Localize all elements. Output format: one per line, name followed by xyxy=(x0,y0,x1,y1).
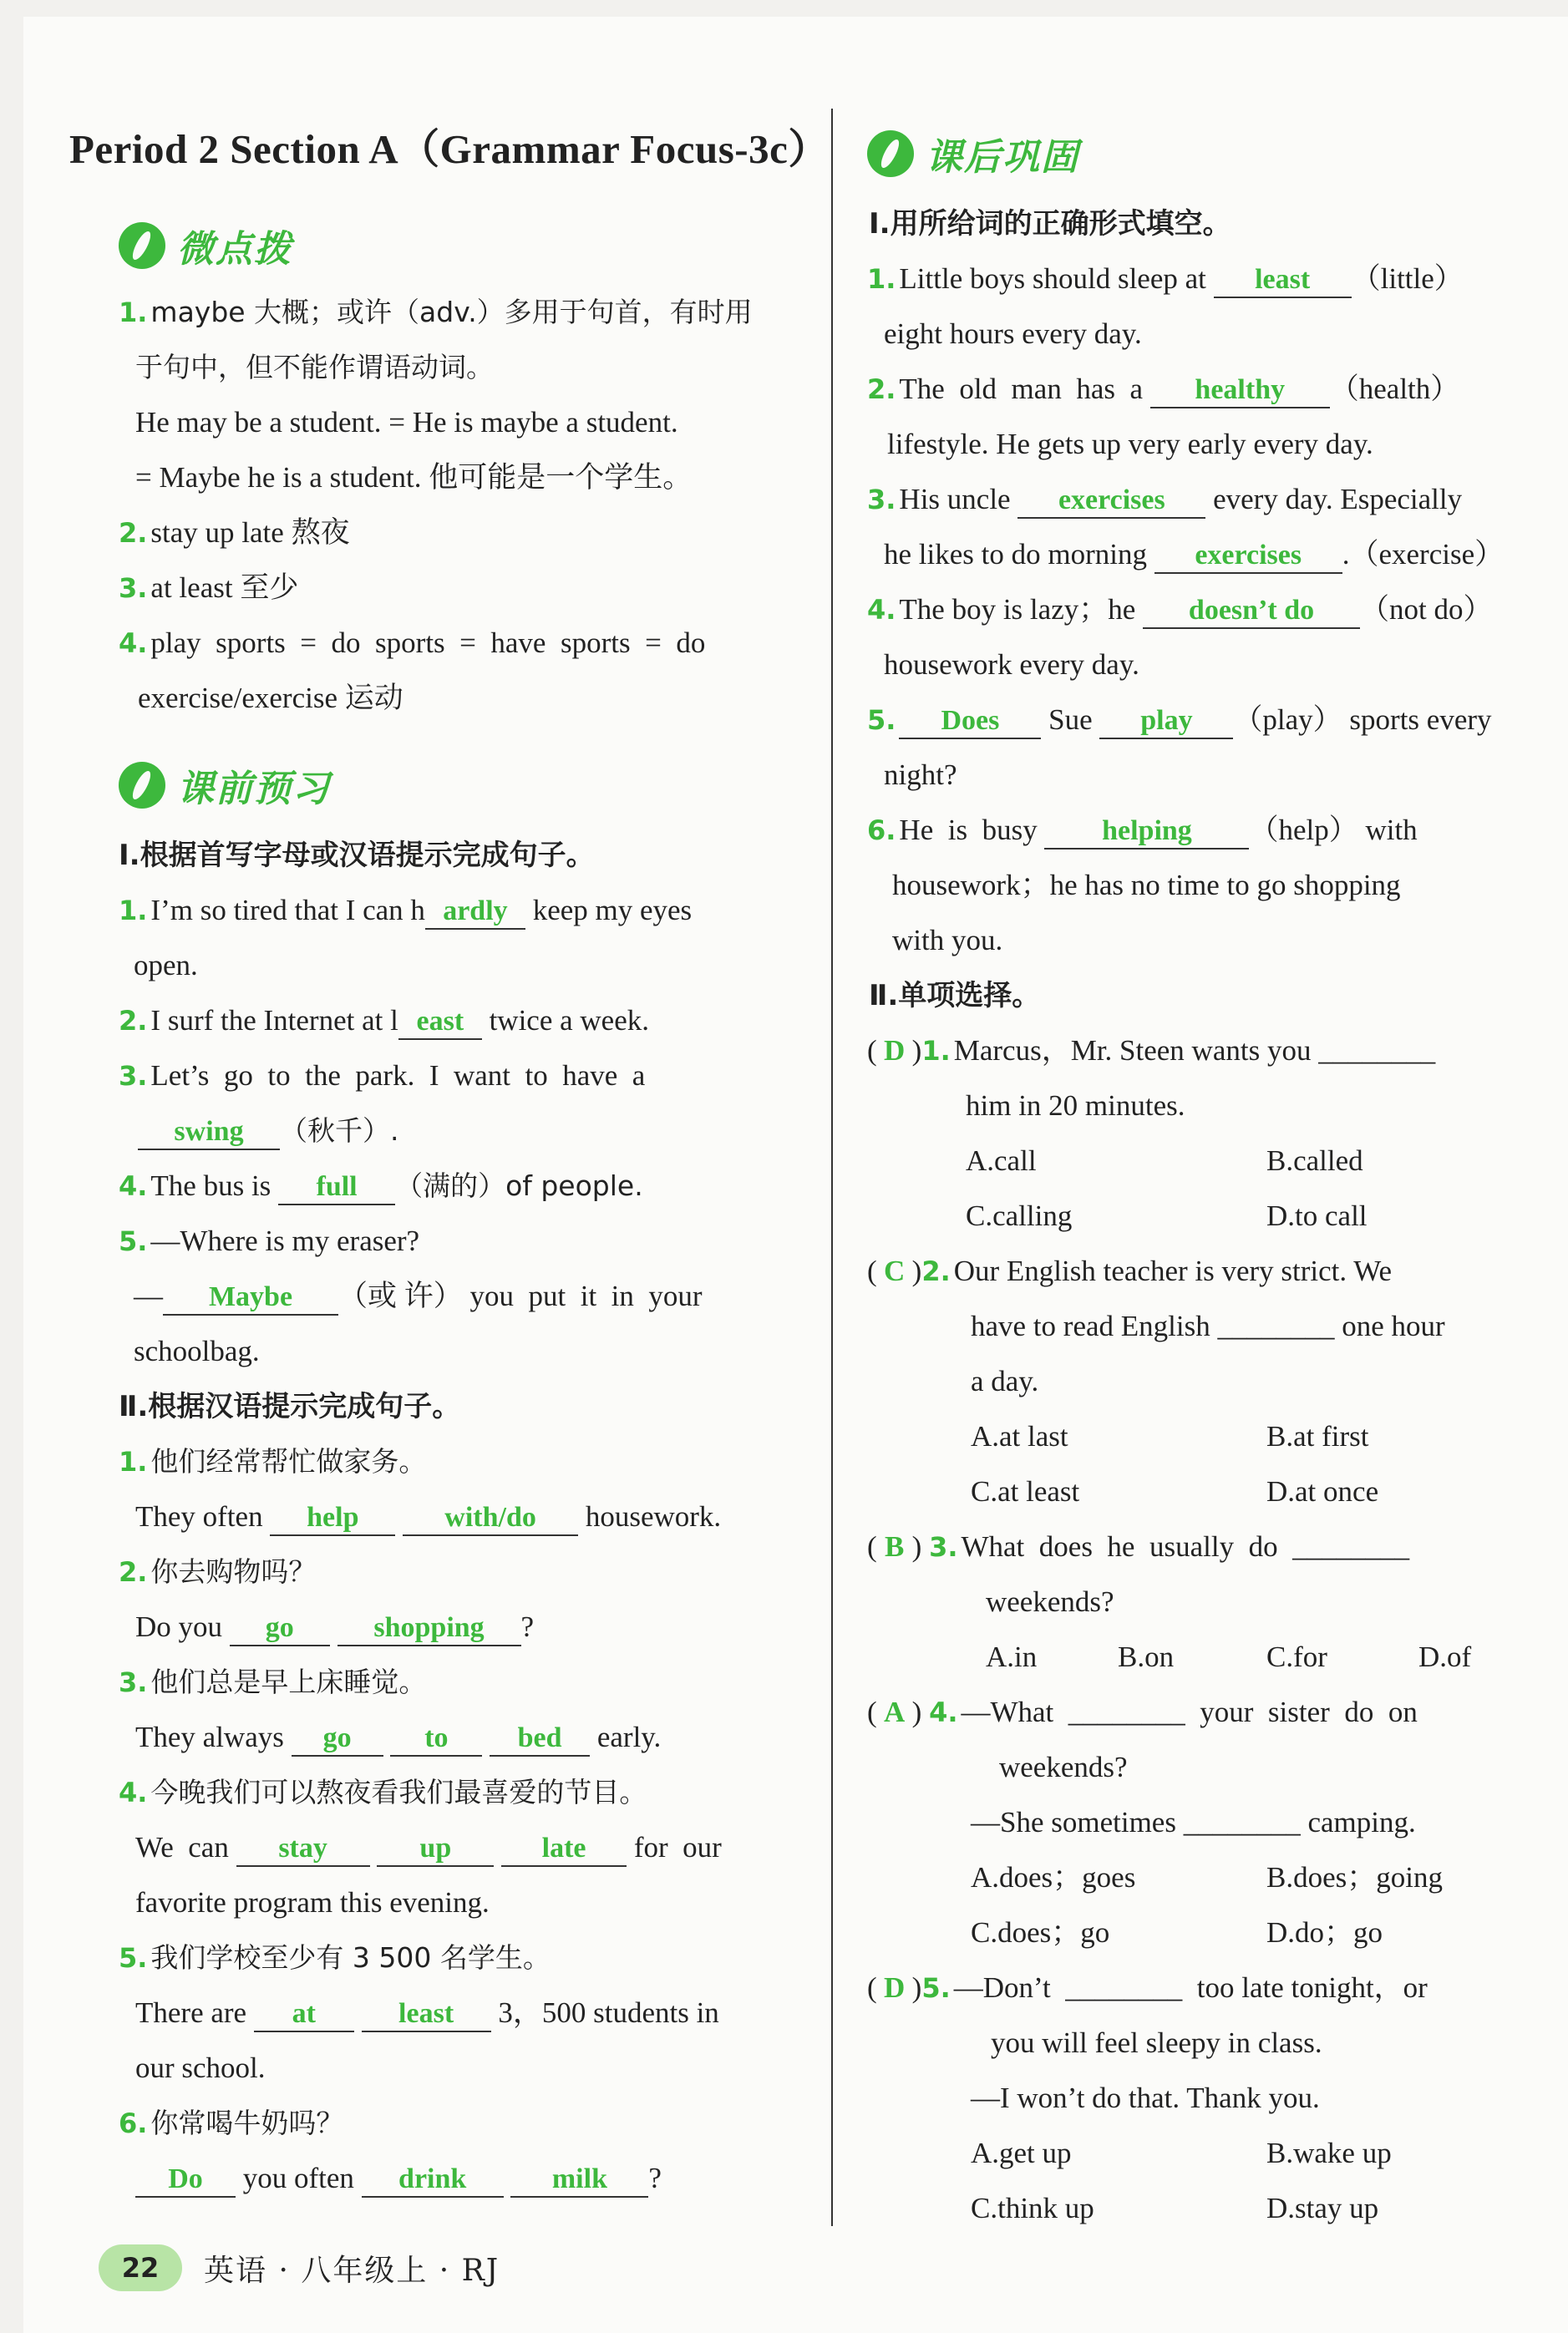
mc-q2: ( C )2. Our English teacher is very strict. We xyxy=(867,1251,1392,1291)
mc-q5-optC: C.think up xyxy=(971,2192,1094,2224)
review-r3-cont: he likes to do morning exercises .（exercise） xyxy=(884,535,1504,575)
mc-q4-optB: B.does；going xyxy=(1266,1861,1443,1894)
review-r2-cont: lifestyle. He gets up very early every day. xyxy=(887,428,1373,460)
page-footer xyxy=(99,2244,500,2291)
mc-q1-optC: C.calling xyxy=(966,1199,1073,1232)
tip-2: 2. stay up late 熬夜 xyxy=(119,516,350,549)
preview-q5: 5. —Where is my eraser? xyxy=(119,1225,420,1257)
preview-q5-cont2: schoolbag. xyxy=(134,1335,260,1367)
answer-blank: to xyxy=(390,1722,482,1757)
mc-q5: ( D )5. —Don’t ________ too late tonight，or xyxy=(867,1968,1428,2008)
mc-q2-optD: D.at once xyxy=(1266,1475,1379,1508)
mc-q1: ( D )1. Marcus，Mr. Steen wants you ________ xyxy=(867,1031,1435,1071)
answer-choice: D xyxy=(884,1971,906,2004)
answer-blank: exercises xyxy=(1017,484,1205,519)
answer-blank: late xyxy=(501,1832,627,1867)
mc-q2-optB: B.at first xyxy=(1266,1420,1369,1453)
answer-blank: go xyxy=(230,1611,330,1646)
tip-4a: 4. play sports = do sports = have sports = do xyxy=(119,626,706,659)
answer-blank: swing xyxy=(138,1115,280,1150)
preview-p1: 1. 他们经常帮忙做家务。 xyxy=(119,1445,427,1478)
answer-choice: B xyxy=(884,1530,905,1563)
section-header-preview: 课前预习 xyxy=(119,758,331,812)
review-r6-cont: housework；he has no time to go shopping xyxy=(892,869,1401,901)
answer-choice: A xyxy=(884,1696,906,1728)
right-column xyxy=(867,17,1568,2333)
answer-choice: C xyxy=(884,1255,906,1287)
mc-q5-cont2: —I won’t do that. Thank you. xyxy=(971,2082,1320,2114)
leaf-icon xyxy=(867,130,914,177)
mc-q3-optC: C.for xyxy=(1266,1641,1327,1673)
answer-blank: east xyxy=(398,1005,482,1040)
answer-blank: shopping xyxy=(337,1611,521,1646)
answer-blank: go xyxy=(292,1722,383,1757)
preview-p2-en: Do you go shopping ? xyxy=(135,1607,534,1647)
review-r1: 1. Little boys should sleep at least （little） xyxy=(867,259,1464,299)
mc-q1-optA: A.call xyxy=(966,1144,1037,1177)
preview-p5-en: There are at least 3，500 students in xyxy=(135,1993,719,2033)
mc-q5-optA: A.get up xyxy=(971,2137,1072,2169)
review-r6-cont2: with you. xyxy=(892,924,1003,956)
mc-q3-optB: B.on xyxy=(1118,1641,1175,1673)
answer-blank: Does xyxy=(899,704,1041,739)
review-r4-cont: housework every day. xyxy=(884,648,1139,681)
preview-q3-cont: swing （秋千）. xyxy=(138,1111,399,1151)
answer-choice: D xyxy=(884,1034,906,1067)
mc-q2-optC: C.at least xyxy=(971,1475,1080,1508)
column-divider xyxy=(831,109,833,2226)
mc-q3-optD: D.of xyxy=(1418,1641,1472,1673)
mc-q5-cont: you will feel sleepy in class. xyxy=(991,2026,1322,2059)
mc-q4-cont2: —She sometimes ________ camping. xyxy=(971,1806,1416,1839)
mc-q1-cont: him in 20 minutes. xyxy=(966,1089,1185,1122)
review-r4: 4. The boy is lazy；he doesn’t do （not do） xyxy=(867,590,1493,630)
book-info: 英语 · 八年级上 · RJ xyxy=(204,2253,500,2288)
preview-p3: 3. 他们总是早上床睡觉。 xyxy=(119,1666,427,1698)
answer-blank: play xyxy=(1099,704,1233,739)
mc-q4-optC: C.does；go xyxy=(971,1916,1110,1949)
preview-p5-cont: our school. xyxy=(135,2052,266,2084)
tip-1a: 1. maybe 大概；或许（adv.）多用于句首，有时用 xyxy=(119,296,753,328)
preview-p4: 4. 今晚我们可以熬夜看我们最喜爱的节目。 xyxy=(119,1776,647,1808)
page-title: Period 2 Section A（Grammar Focus-3c） xyxy=(69,126,830,172)
answer-blank: helping xyxy=(1044,814,1249,850)
leaf-icon xyxy=(119,762,165,809)
preview-heading-2: Ⅱ.根据汉语提示完成句子。 xyxy=(119,1390,461,1423)
preview-q2: 2. I surf the Internet at l east twice a week. xyxy=(119,1001,649,1041)
mc-q4-optA: A.does；goes xyxy=(971,1861,1136,1894)
mc-q4: ( A ) 4. —What ________ your sister do on xyxy=(867,1692,1418,1732)
review-r5: 5. Does Sue play （play） sports every xyxy=(867,700,1492,740)
review-r3: 3. His uncle exercises every day. Especially xyxy=(867,479,1462,520)
review-r6: 6. He is busy helping （help） with xyxy=(867,810,1418,850)
answer-blank: bed xyxy=(490,1722,590,1757)
mc-q5-optB: B.wake up xyxy=(1266,2137,1392,2169)
preview-q4: 4. The bus is full （满的）of people. xyxy=(119,1166,643,1206)
preview-p2: 2. 你去购物吗？ xyxy=(119,1555,317,1588)
preview-p4-en: We can stay up late for our xyxy=(135,1828,722,1868)
mc-q5-optD: D.stay up xyxy=(1266,2192,1379,2224)
mc-q4-optD: D.do；go xyxy=(1266,1916,1383,1949)
workbook-page xyxy=(23,17,1568,2333)
mc-q2-cont: have to read English ________ one hour xyxy=(971,1310,1445,1342)
answer-blank: Do xyxy=(135,2163,236,2198)
review-r5-cont: night? xyxy=(884,758,957,791)
mc-q2-optA: A.at last xyxy=(971,1420,1068,1453)
section-header-review: 课后巩固 xyxy=(867,127,1079,180)
tip-4b: exercise/exercise 运动 xyxy=(138,682,403,714)
mc-q1-optB: B.called xyxy=(1266,1144,1363,1177)
preview-heading-1: Ⅰ.根据首写字母或汉语提示完成句子。 xyxy=(119,839,595,872)
preview-q3: 3. Let’s go to the park. I want to have a xyxy=(119,1059,646,1092)
preview-q5-cont: — Maybe （或 许） you put it in your xyxy=(134,1276,703,1316)
review-r1-cont: eight hours every day. xyxy=(884,317,1142,350)
preview-p1-en: They often help with/do housework. xyxy=(135,1497,721,1537)
answer-blank: Maybe xyxy=(163,1281,338,1316)
mc-q1-optD: D.to call xyxy=(1266,1199,1368,1232)
answer-blank: full xyxy=(278,1170,395,1205)
mc-q3-optA: A.in xyxy=(986,1641,1038,1673)
mc-q4-cont: weekends? xyxy=(999,1751,1128,1783)
page-number: 22 xyxy=(99,2244,182,2291)
tip-1b: 于句中，但不能作谓语动词。 xyxy=(135,351,494,383)
section-header-tips: 微点拨 xyxy=(119,219,292,272)
mc-q2-cont2: a day. xyxy=(971,1365,1039,1397)
mc-q3-cont: weekends? xyxy=(986,1585,1114,1618)
preview-q1: 1. I’m so tired that I can h ardly keep my eyes xyxy=(119,890,692,931)
answer-blank: healthy xyxy=(1150,373,1330,408)
answer-blank: least xyxy=(362,1997,491,2032)
tip-1d: = Maybe he is a student. 他可能是一个学生。 xyxy=(135,461,693,494)
answer-blank: with/do xyxy=(403,1501,578,1536)
tip-1c: He may be a student. = He is maybe a student. xyxy=(135,406,678,439)
answer-blank: help xyxy=(270,1501,395,1536)
answer-blank: stay xyxy=(236,1832,370,1867)
answer-blank: milk xyxy=(510,2163,648,2198)
answer-blank: least xyxy=(1214,263,1352,298)
mc-q3: ( B ) 3. What does he usually do ________ xyxy=(867,1527,1409,1567)
preview-q1-cont: open. xyxy=(134,949,198,981)
leaf-icon xyxy=(119,222,165,269)
answer-blank: at xyxy=(254,1997,354,2032)
review-heading-2: Ⅱ.单项选择。 xyxy=(869,979,1041,1012)
review-heading-1: Ⅰ.用所给词的正确形式填空。 xyxy=(869,207,1231,241)
answer-blank: drink xyxy=(362,2163,504,2198)
preview-p3-en: They always go to bed early. xyxy=(135,1717,661,1757)
answer-blank: doesn’t do xyxy=(1143,594,1360,629)
answer-blank: exercises xyxy=(1154,539,1342,574)
preview-p4-cont: favorite program this evening. xyxy=(135,1886,490,1919)
preview-p6: 6. 你常喝牛奶吗？ xyxy=(119,2107,344,2139)
answer-blank: ardly xyxy=(425,895,525,930)
review-r2: 2. The old man has a healthy （health） xyxy=(867,369,1459,409)
answer-blank: up xyxy=(377,1832,494,1867)
tip-3: 3. at least 至少 xyxy=(119,571,299,604)
preview-p5: 5. 我们学校至少有 3 500 名学生。 xyxy=(119,1941,551,1974)
preview-p6-en: Do you often drink milk ? xyxy=(135,2158,662,2199)
